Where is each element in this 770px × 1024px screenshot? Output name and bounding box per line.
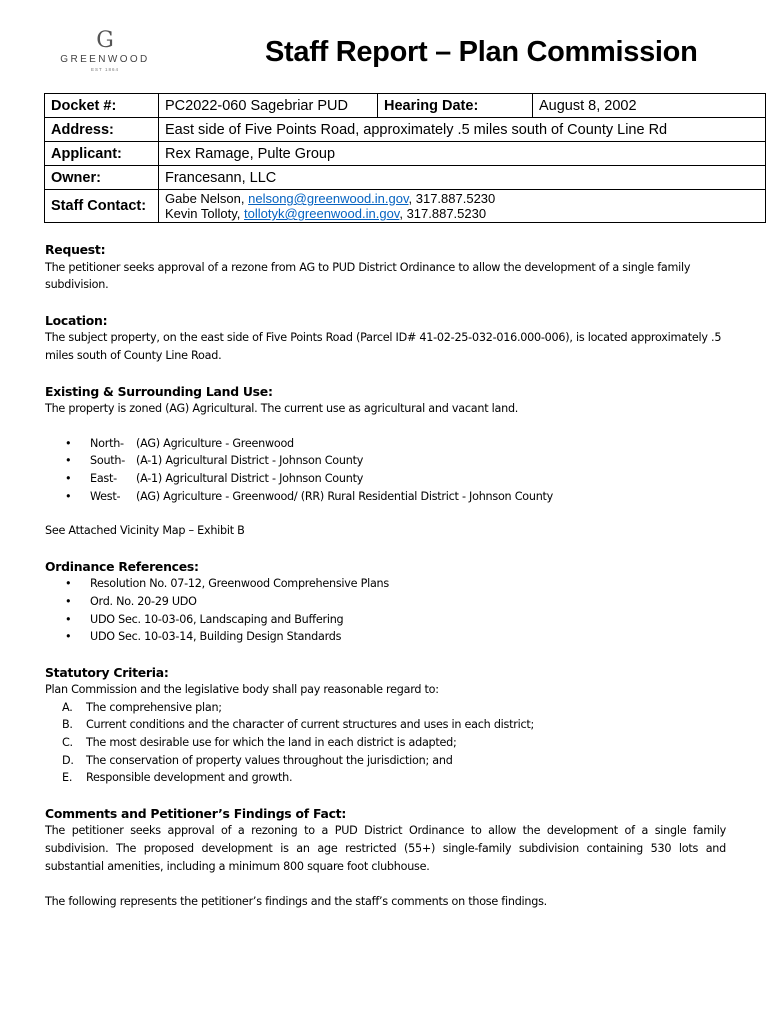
- owner-value: Francesann, LLC: [159, 166, 766, 190]
- bullet-icon: •: [65, 471, 72, 485]
- contact-1-email-link[interactable]: nelsong@greenwood.in.gov: [248, 191, 409, 206]
- surrounding-land-use-list: [45, 435, 726, 505]
- list-item: [45, 593, 726, 611]
- applicant-row: [45, 142, 766, 166]
- direction-label: West-: [90, 489, 121, 503]
- page-title: Staff Report – Plan Commission: [265, 36, 698, 68]
- request-heading: Request:: [45, 242, 106, 257]
- ordinance-list: [45, 575, 726, 645]
- list-item: [45, 716, 726, 734]
- criteria-letter: A.: [62, 700, 73, 714]
- list-item: [45, 470, 726, 488]
- ordinance-item: UDO Sec. 10-03-14, Building Design Standards: [90, 630, 342, 644]
- hearing-date-value: August 8, 2002: [533, 94, 766, 118]
- contact-2-email-link[interactable]: tollotyk@greenwood.in.gov: [244, 206, 400, 221]
- address-value: East side of Five Points Road, approximately .5 miles south of County Line Rd: [159, 118, 766, 142]
- ordinance-item: Resolution No. 07-12, Greenwood Comprehensive Plans: [90, 577, 389, 591]
- list-item: [45, 452, 726, 470]
- land-use-desc: (AG) Agriculture - Greenwood: [136, 436, 294, 450]
- statutory-heading: Statutory Criteria:: [45, 664, 169, 680]
- criteria-letter: C.: [62, 736, 73, 750]
- greenwood-logo: [50, 30, 160, 72]
- ordinance-item: UDO Sec. 10-03-06, Landscaping and Buffering: [90, 612, 344, 626]
- applicant-label: Applicant:: [45, 142, 159, 166]
- docket-label: Docket #:: [45, 94, 159, 118]
- land-use-heading: Existing & Surrounding Land Use:: [45, 383, 273, 399]
- location-heading: Location:: [45, 312, 108, 328]
- bullet-icon: •: [65, 594, 72, 608]
- address-label: Address:: [45, 118, 159, 142]
- owner-row: [45, 166, 766, 190]
- contact-2-name: Kevin Tolloty,: [165, 206, 245, 221]
- hearing-date-label: Hearing Date:: [378, 94, 533, 118]
- direction-label: South-: [90, 454, 126, 468]
- list-item: [45, 575, 726, 593]
- list-item: [45, 699, 726, 717]
- vicinity-map-reference: See Attached Vicinity Map – Exhibit B: [45, 524, 245, 538]
- list-item: [45, 752, 726, 770]
- statutory-criteria-list: [45, 699, 726, 787]
- contact-1-name: Gabe Nelson,: [165, 191, 249, 206]
- bullet-icon: •: [65, 454, 72, 468]
- criteria-text: The conservation of property values throughout the jurisdiction; and: [86, 753, 453, 767]
- contact-line-1: [165, 191, 759, 206]
- comments-text: The petitioner seeks approval of a rezoning to a PUD District Ordinance to allow the development of a single family subdivision. The proposed development is an age restricted (55+) single-family subdivision containing 530 lots and substantial amenities, including a minimum 800 square foot clubhouse.: [45, 824, 726, 873]
- contact-1-phone: , 317.887.5230: [408, 191, 496, 206]
- staff-contact-label: Staff Contact:: [45, 190, 159, 223]
- ordinance-item: Ord. No. 20-29 UDO: [90, 594, 197, 608]
- land-use-desc: (AG) Agriculture - Greenwood/ (RR) Rural Residential District - Johnson County: [136, 489, 554, 503]
- logo-mark: G: [96, 28, 114, 53]
- contact-2-phone: , 317.887.5230: [399, 206, 487, 221]
- owner-label: Owner:: [45, 166, 159, 190]
- staff-contact-value: [159, 190, 766, 223]
- logo-est: EST 1864: [91, 67, 119, 72]
- bullet-icon: •: [65, 630, 72, 644]
- request-text: The petitioner seeks approval of a rezone from AG to PUD District Ordinance to allow the development of a single family subdivision.: [45, 260, 691, 292]
- list-item: [45, 488, 726, 506]
- docket-row: [45, 94, 766, 118]
- criteria-letter: E.: [62, 771, 73, 785]
- statutory-intro: Plan Commission and the legislative body shall pay reasonable regard to:: [45, 683, 439, 697]
- comments-heading: Comments and Petitioner’s Findings of Fact:: [45, 805, 347, 821]
- list-item: [45, 628, 726, 646]
- direction-label: North-: [90, 436, 124, 450]
- applicant-value: Rex Ramage, Pulte Group: [159, 142, 766, 166]
- list-item: [45, 611, 726, 629]
- criteria-letter: D.: [62, 753, 74, 767]
- direction-label: East-: [90, 471, 117, 485]
- criteria-text: The most desirable use for which the land in each district is adapted;: [86, 736, 457, 750]
- list-item: [45, 769, 726, 787]
- staff-contact-row: [45, 190, 766, 223]
- land-use-desc: (A-1) Agricultural District - Johnson County: [136, 454, 364, 468]
- criteria-text: The comprehensive plan;: [86, 700, 222, 714]
- list-item: [45, 734, 726, 752]
- criteria-text: Current conditions and the character of current structures and uses in each district;: [86, 718, 535, 732]
- docket-value: PC2022-060 Sagebriar PUD: [159, 94, 378, 118]
- findings-intro: The following represents the petitioner’s findings and the staff’s comments on those findings.: [45, 895, 547, 909]
- bullet-icon: •: [65, 577, 72, 591]
- land-use-desc: (A-1) Agricultural District - Johnson County: [136, 471, 364, 485]
- bullet-icon: •: [65, 436, 72, 450]
- bullet-icon: •: [65, 612, 72, 626]
- address-row: [45, 118, 766, 142]
- criteria-letter: B.: [62, 718, 73, 732]
- contact-line-2: [165, 206, 759, 221]
- logo-name: GREENWOOD: [60, 54, 150, 65]
- list-item: [45, 435, 726, 453]
- criteria-text: Responsible development and growth.: [86, 771, 293, 785]
- report-body: [45, 241, 726, 911]
- location-text: The subject property, on the east side of Five Points Road (Parcel ID# 41-02-25-032-016.000-006), is located approximately .5 miles south of County Line Road.: [45, 331, 722, 362]
- land-use-text: The property is zoned (AG) Agricultural. The current use as agricultural and vacant land.: [45, 402, 519, 416]
- bullet-icon: •: [65, 489, 72, 503]
- ordinance-heading: Ordinance References:: [45, 558, 199, 574]
- report-info-table: [44, 93, 766, 223]
